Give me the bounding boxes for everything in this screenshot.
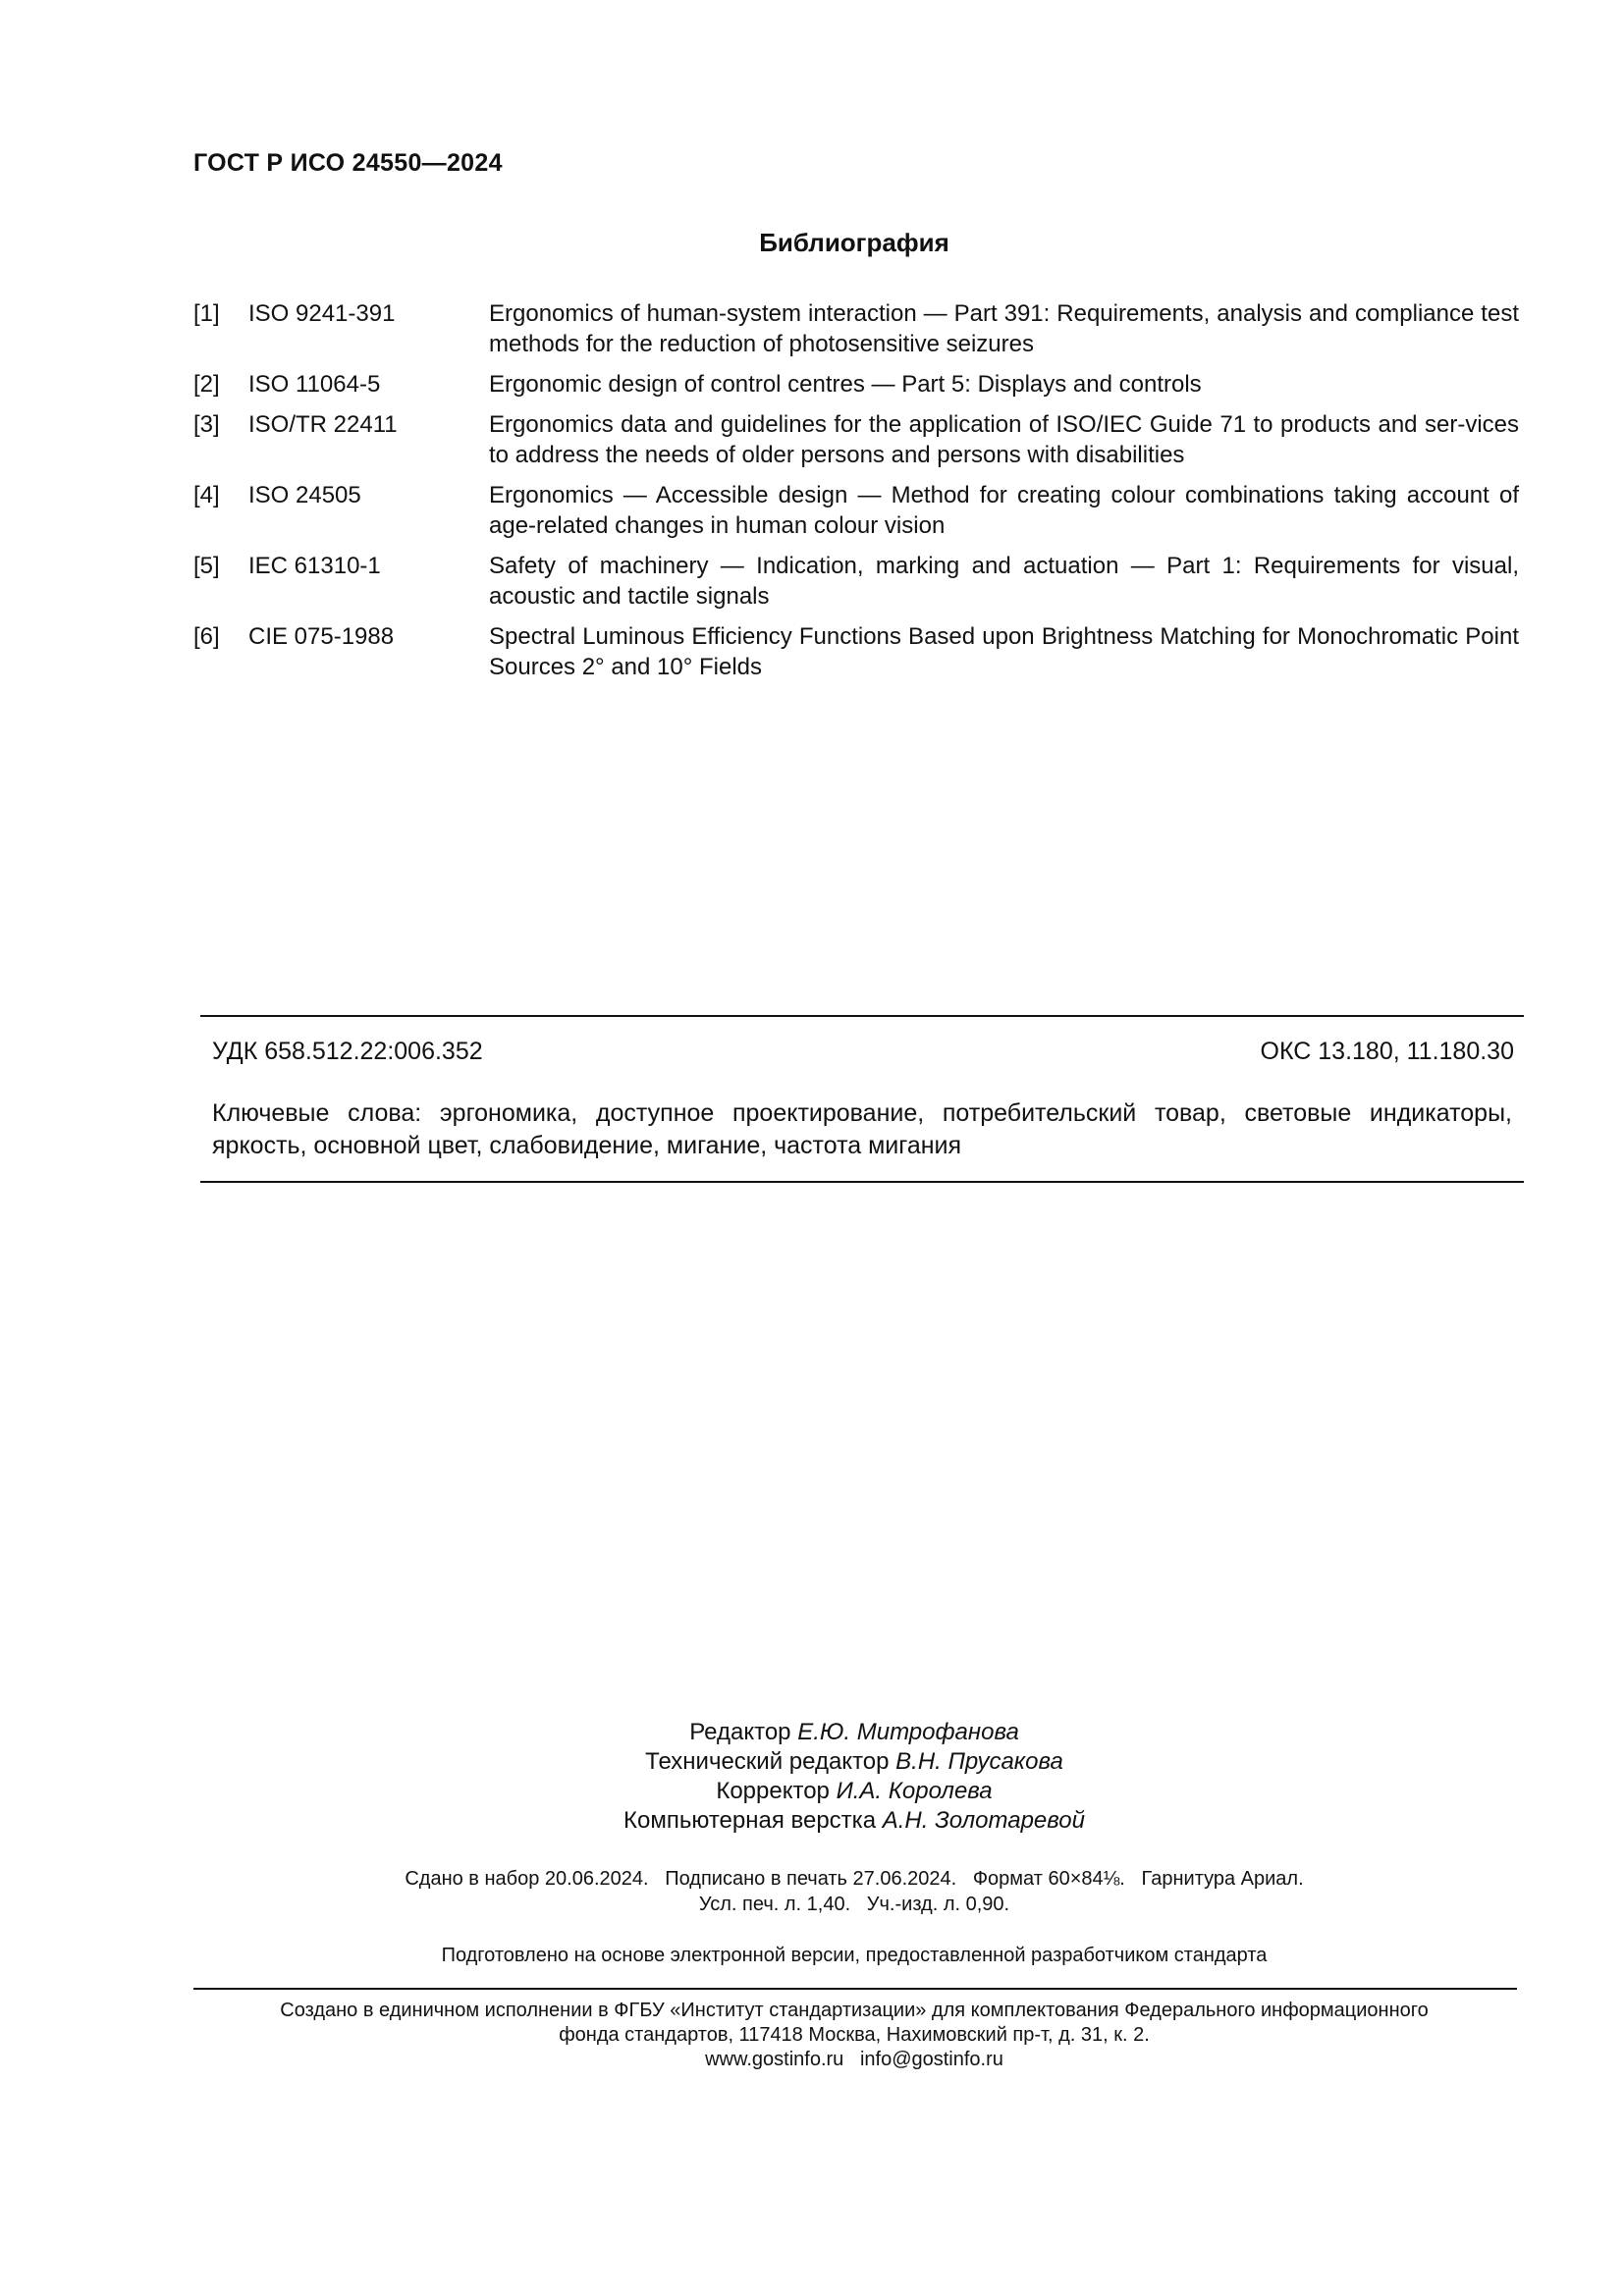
entry-title: Ergonomics data and guidelines for the application of ISO/IEC Guide 71 to products and ser-vices to address the needs of older persons and persons with disabilities: [489, 411, 1519, 468]
entry-code: ISO 11064-5: [248, 371, 381, 398]
entry-number: [5]: [193, 553, 220, 579]
credit-line: [0, 1806, 1624, 1836]
credit-role: Технический редактор: [645, 1748, 890, 1775]
entry-title: Ergonomics of human-system interaction — Part 391: Requirements, analysis and compliance test methods for the reduction of photosensitive seizures: [489, 300, 1519, 357]
credit-name: В.Н. Прусакова: [895, 1748, 1063, 1775]
entry-number: [1]: [193, 300, 220, 327]
credit-name: И.А. Королева: [836, 1778, 993, 1804]
created-note-links: www.gostinfo.ru info@gostinfo.ru: [705, 2049, 1003, 2070]
entry-title: Safety of machinery — Indication, marking and actuation — Part 1: Requirements for visual, acoustic and tactile signals: [489, 553, 1519, 610]
entry-title: Ergonomic design of control centres — Part 5: Displays and controls: [489, 371, 1202, 398]
divider-bottom: [193, 1988, 1517, 1990]
print-info-line: Усл. печ. л. 1,40. Уч.-изд. л. 0,90.: [698, 1894, 1010, 1915]
entry-number: [4]: [193, 482, 220, 508]
credit-name: Е.Ю. Митрофанова: [797, 1719, 1019, 1745]
entry-code: CIE 075-1988: [248, 623, 395, 650]
credit-role: Корректор: [716, 1778, 830, 1804]
entry-title: Ergonomics — Accessible design — Method for creating colour combinations taking account of age-related changes in human colour vision: [489, 482, 1519, 539]
bibliography-title: Библиография: [759, 228, 949, 257]
oks-code: ОКС 13.180, 11.180.30: [1260, 1038, 1514, 1065]
credits-block: [0, 1718, 1624, 1836]
bibliography-entry: [193, 480, 1519, 541]
print-info: [0, 1866, 1624, 1917]
created-note: [0, 1999, 1624, 2072]
divider-top: [200, 1015, 1524, 1017]
entry-code: ISO 24505: [248, 482, 361, 508]
entry-number: [6]: [193, 623, 220, 650]
credit-role: Редактор: [689, 1719, 791, 1745]
bibliography-list: [193, 298, 1519, 692]
udk-code: УДК 658.512.22:006.352: [212, 1038, 483, 1065]
bibliography-entry: [193, 621, 1519, 682]
credit-role: Компьютерная верстка: [623, 1807, 877, 1834]
credit-line: [0, 1718, 1624, 1747]
entry-number: [3]: [193, 411, 220, 438]
credit-line: [0, 1747, 1624, 1777]
document-code: ГОСТ Р ИСО 24550—2024: [193, 149, 503, 177]
credit-name: А.Н. Золотаревой: [882, 1807, 1085, 1834]
print-info-line: Сдано в набор 20.06.2024. Подписано в печать 27.06.2024. Формат 60×84⅛. Гарнитура Ариал.: [405, 1868, 1304, 1890]
created-note-line: Создано в единичном исполнении в ФГБУ «Институт стандартизации» для комплектования Федерального информационного: [280, 2000, 1429, 2021]
entry-code: ISO 9241-391: [248, 300, 396, 327]
entry-title: Spectral Luminous Efficiency Functions Based upon Brightness Matching for Monochromatic Point Sources 2° and 10° Fields: [489, 623, 1519, 680]
entry-number: [2]: [193, 371, 220, 398]
entry-code: ISO/TR 22411: [248, 411, 398, 438]
bibliography-entry: [193, 298, 1519, 359]
credit-line: [0, 1777, 1624, 1806]
bibliography-entry: [193, 551, 1519, 612]
bibliography-entry: [193, 409, 1519, 470]
created-note-line: фонда стандартов, 117418 Москва, Нахимовский пр-т, д. 31, к. 2.: [559, 2024, 1150, 2046]
keywords: Ключевые слова: эргономика, доступное проектирование, потребительский товар, световые индикаторы, яркость, основной цвет, слабовидение, мигание, частота мигания: [212, 1099, 1512, 1159]
divider-mid: [200, 1181, 1524, 1183]
entry-code: IEC 61310-1: [248, 553, 381, 579]
prepared-note: Подготовлено на основе электронной версии, предоставленной разработчиком стандарта: [441, 1945, 1268, 1966]
bibliography-entry: [193, 369, 1519, 400]
